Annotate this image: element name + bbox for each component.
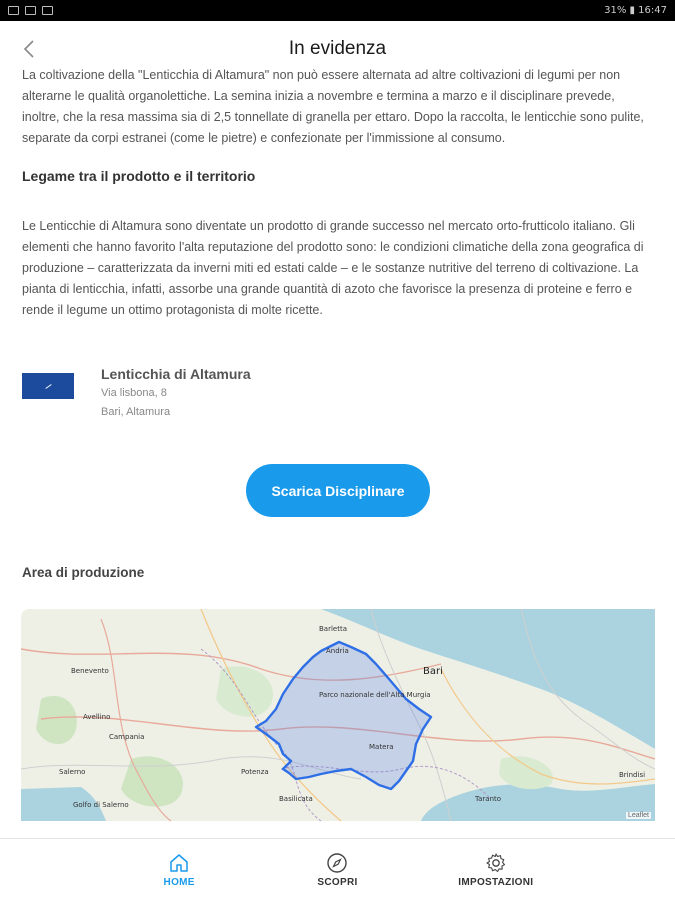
section-title-legame: Legame tra il prodotto e il territorio xyxy=(22,168,256,184)
compass-icon xyxy=(326,852,348,874)
label-benevento: Benevento xyxy=(71,667,109,675)
play-icon xyxy=(42,6,53,15)
label-bari: Bari xyxy=(423,666,443,677)
producer-address: Via lisbona, 8 xyxy=(101,387,167,399)
label-gulf: Golfo di Salerno xyxy=(73,801,129,809)
notification-icon xyxy=(8,6,19,15)
back-button[interactable] xyxy=(14,34,44,64)
nav-scopri-label: SCOPRI xyxy=(317,876,358,888)
production-area-polygon xyxy=(256,642,431,789)
content-scroll[interactable] xyxy=(0,68,675,838)
nav-home[interactable] xyxy=(109,839,249,900)
producer-name: Lenticchia di Altamura xyxy=(101,366,251,382)
home-icon xyxy=(168,852,190,874)
label-campania: Campania xyxy=(109,733,145,741)
label-salerno: Salerno xyxy=(59,768,86,776)
ionian-sea xyxy=(421,784,655,821)
notification-icon xyxy=(25,6,36,15)
label-basilicata: Basilicata xyxy=(279,795,313,803)
cut-off-text-line: La coltivazione della "Lenticchia di Altamura" non può essere alternata ad altre coltivazioni di legumi per non xyxy=(22,68,621,82)
label-park: Parco nazionale dell'Alta Murgia xyxy=(319,691,431,699)
area-title: Area di produzione xyxy=(22,565,145,580)
producer-logo xyxy=(22,373,74,399)
label-matera: Matera xyxy=(369,743,394,751)
paragraph-territory: Le Lenticchie di Altamura sono diventate un prodotto di grande successo nel mercato orto-frutticolo italiano. Gli elementi che hanno favorito l'alta reputazione del prodotto sono: le condizioni climatiche della zona geografica di produzione – caratterizzata da inverni miti ed estati calde – e le sostanze nutritive del terreno di coltivazione. La pianta di lenticchia, infatti, assorbe una grande quantità di azoto che favorisce la presenza di proteine e ferro e rende il legume un ottimo protagonista di molte ricette. xyxy=(22,219,644,317)
paragraph-cultivation: alterarne le qualità organolettiche. La semina inizia a novembre e termina a marzo e il disciplinare prevede, inoltre, che la resa massima sia di 2,5 tonnellate di granella per ettaro. Dopo la raccolta, le lenticchie sono pulite, separate da corpi estranei (come le pietre) e confezionate per l'immissione al consumo. xyxy=(22,89,644,145)
producer-city: Bari, Altamura xyxy=(101,406,171,418)
label-barletta: Barletta xyxy=(319,625,347,633)
status-system xyxy=(604,5,667,16)
download-disciplinare-button[interactable]: Scarica Disciplinare xyxy=(246,464,430,517)
label-brindisi: Brindisi xyxy=(619,771,646,779)
production-area-map[interactable] xyxy=(21,609,655,821)
map-attribution[interactable]: Leaflet xyxy=(627,812,649,819)
label-potenza: Potenza xyxy=(241,768,269,776)
label-taranto: Taranto xyxy=(475,795,502,803)
map-canvas xyxy=(21,609,655,821)
chevron-left-icon xyxy=(22,39,36,59)
nav-home-label: HOME xyxy=(163,876,195,888)
status-battery-time: 31% ▮ 16:47 xyxy=(604,5,667,16)
gear-icon xyxy=(485,852,507,874)
status-notifications xyxy=(8,6,53,15)
bottom-navigation xyxy=(0,838,675,900)
label-andria: Andria xyxy=(326,647,349,655)
page-title: In evidenza xyxy=(288,37,387,59)
label-avellino: Avellino xyxy=(83,713,111,721)
nav-scopri[interactable] xyxy=(267,839,407,900)
nav-impostazioni[interactable] xyxy=(426,839,566,900)
nav-impostazioni-label: IMPOSTAZIONI xyxy=(458,876,534,888)
status-bar xyxy=(0,0,675,21)
producer-card[interactable] xyxy=(22,361,642,421)
